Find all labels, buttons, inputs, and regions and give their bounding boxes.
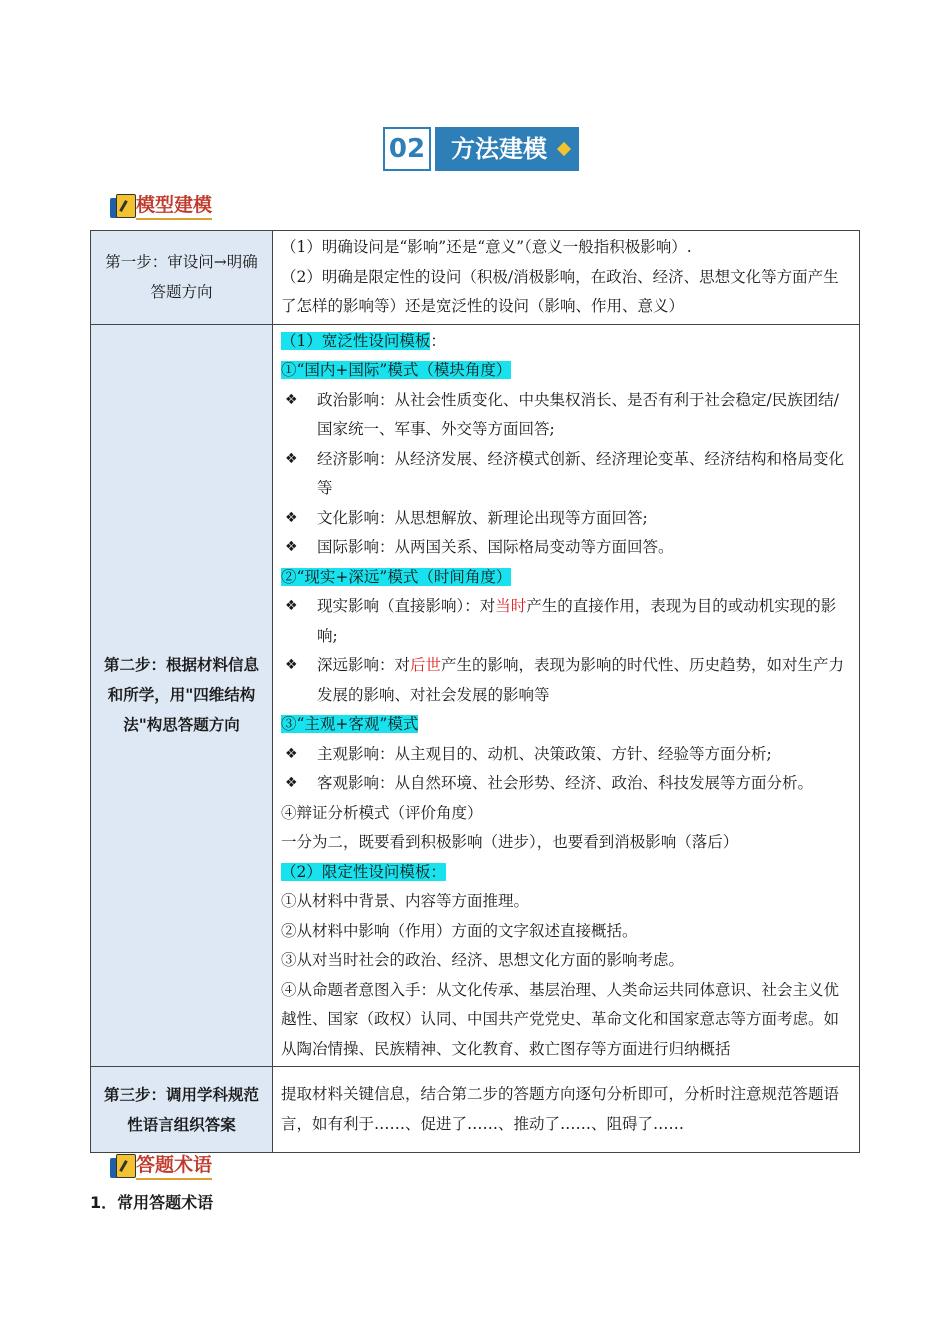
text-part: 产生的影响，表现为影响的时代性、历史趋势，如对生产力发展的影响、对社会发展的影响等 [317,656,845,704]
list-text [317,592,853,651]
list-item [281,386,853,445]
list-text: 国际影响：从两国关系、国际格局变动等方面回答。 [317,538,674,556]
red-keyword: 后世 [410,656,442,674]
step-one-content [273,231,860,325]
bullet-icon: ❖ [285,657,298,673]
list-text: 经济影响：从经济发展、经济模式创新、经济理论变革、经济结构和格局变化等 [317,449,845,497]
highlight-heading: （2）限定性设问模板： [281,862,446,881]
banner-number: 02 [383,127,431,171]
list-text: 政治影响：从社会性质变化、中央集权消长、是否有利于社会稳定/民族团结/国家统一、军事、外交等方面回答; [317,390,839,438]
step-three-label: 第三步：调用学科规范性语言组织答案 [91,1067,273,1153]
highlight-mode: ②“现实+深远”模式（时间角度） [281,567,512,586]
section-title: 模型建模 [136,190,212,220]
diamond-icon [557,142,571,156]
text-line [281,356,853,386]
bullet-icon: ❖ [285,509,298,526]
list-text: 客观影响：从自然环境、社会形势、经济、政治、科技发展等方面分析。 [317,774,814,792]
text-line [281,710,853,740]
list-item [281,769,853,799]
highlight-heading: （1）宽泛性设问模板 [281,331,431,350]
notebook-icon [110,1154,136,1180]
text-line [281,327,853,357]
red-keyword: 当时 [495,597,527,615]
table-row [91,231,860,325]
list-item [281,651,853,710]
text-line: ④从命题者意图入手：从文化传承、基层治理、人类命运共同体意识、社会主义优越性、国家（政权）认同、中国共产党党史、革命文化和国家意志等方面考虑。如从陶冶情操、民族精神、文化教育、救亡图存等方面进行归纳概括 [281,980,840,1058]
text-line [281,858,853,888]
step-two-content [273,324,860,1067]
list-item [281,504,853,534]
text-line: 一分为二，既要看到积极影响（进步），也要看到消极影响（落后） [281,833,739,851]
text-part: 现实影响（直接影响）：对 [317,597,496,615]
section-banner [383,127,579,171]
list-item [281,592,853,651]
banner-title-text: 方法建模 [451,135,547,163]
text-line: ①从材料中背景、内容等方面推理。 [281,892,530,910]
text-line: （2）明确是限定性的设问（积极/消极影响，在政治、经济、思想文化等方面产生了怎样的影响等）还是宽泛性的设问（影响、作用、意义） [281,267,839,315]
banner-title [435,127,579,171]
bullet-icon: ❖ [285,775,298,791]
step-three-content: 提取材料关键信息，结合第二步的答题方向逐句分析即可，分析时注意规范答题语言，如有利于……、促进了……、推动了……、阻碍了…… [273,1067,860,1153]
step-one-label: 第一步：审设问→明确答题方向 [91,231,273,325]
text-line: ③从对当时社会的政治、经济、思想文化方面的影响考虑。 [281,951,685,969]
bullet-icon: ❖ [285,745,298,762]
punct: ： [430,331,446,350]
highlight-mode: ①“国内+国际”模式（模块角度） [281,361,512,379]
highlight-mode: ③“主观+客观”模式 [281,715,419,733]
list-text: 文化影响：从思想解放、新理论出现等方面回答; [317,508,648,527]
table-row [91,1067,860,1153]
section-heading-terms [110,1150,212,1180]
text-line: （1）明确设问是“影响”还是“意义”（意义一般指积极影响）. [281,238,692,256]
bullet-icon: ❖ [285,598,298,614]
table-row [91,324,860,1067]
list-item [281,533,853,563]
list-text: 主观影响：从主观目的、动机、决策政策、方针、经验等方面分析; [317,744,772,763]
model-table [90,230,860,1153]
text-line: ②从材料中影响（作用）方面的文字叙述直接概括。 [281,921,638,940]
notebook-icon [110,194,136,220]
text-part: 产生的直接作用，表现为目的或动机实现的影响; [317,597,837,645]
list-item [281,445,853,504]
text-line: ④辩证分析模式（评价角度） [281,803,483,822]
bullet-icon: ❖ [285,539,298,555]
bullet-icon: ❖ [285,450,298,467]
section-title: 答题术语 [136,1150,212,1180]
subheading: 1．常用答题术语 [90,1193,214,1212]
step-two-label: 第二步：根据材料信息和所学，用"四维结构法"构思答题方向 [91,324,273,1067]
section-heading-model [110,190,212,220]
list-item [281,740,853,770]
bullet-icon: ❖ [285,391,298,408]
text-line [281,563,853,593]
list-text [317,651,853,710]
text-part: 深远影响：对 [317,656,411,674]
